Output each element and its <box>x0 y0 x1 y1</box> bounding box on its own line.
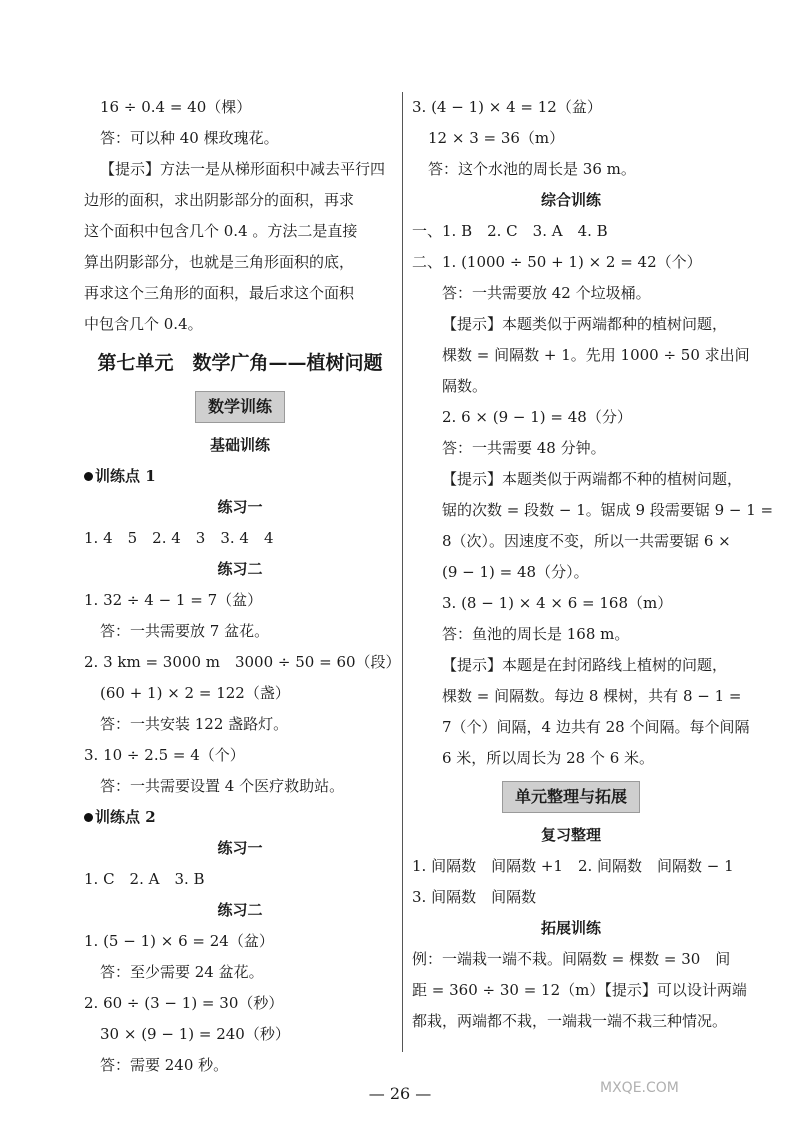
text-line: 棵数 = 间隔数。每边 8 棵树，共有 8 − 1 = <box>442 687 742 705</box>
text-line: 【提示】本题类似于两端都种的植树问题， <box>442 315 728 333</box>
text-line: 答：需要 240 秒。 <box>100 1056 229 1074</box>
text-line: 距 = 360 ÷ 30 = 12（m）【提示】可以设计两端 <box>412 981 747 999</box>
text-line: 3. (8 − 1) × 4 × 6 = 168（m） <box>442 594 673 612</box>
subsection-heading: 练习二 <box>217 560 263 578</box>
bullet-dot-icon <box>84 472 93 481</box>
text-line: 再求这个三角形的面积，最后求这个面积 <box>84 284 355 302</box>
text-line: 12 × 3 = 36（m） <box>428 129 565 147</box>
bullet-dot-icon <box>84 813 93 822</box>
training-point-label: 训练点 1 <box>95 467 156 485</box>
text-line: 3. 间隔数 间隔数 <box>412 888 537 906</box>
subsection-heading: 基础训练 <box>209 436 270 454</box>
text-line: 【提示】本题类似于两端都不种的植树问题， <box>442 470 743 488</box>
subsection-heading: 拓展训练 <box>540 919 601 937</box>
text-line: 2. 3 km = 3000 m 3000 ÷ 50 = 60（段） <box>84 653 401 671</box>
text-line: 1. 4 5 2. 4 3 3. 4 4 <box>84 529 274 547</box>
text-line: (9 − 1) = 48（分）。 <box>442 563 589 581</box>
section-banner-label: 单元整理与拓展 <box>502 781 640 813</box>
text-line: 1. (5 − 1) × 6 = 24（盆） <box>84 932 274 950</box>
training-point-heading <box>84 461 396 492</box>
text-line: 2. 6 × (9 − 1) = 48（分） <box>442 408 632 426</box>
text-line: 棵数 = 间隔数 + 1。先用 1000 ÷ 50 求出间 <box>442 346 750 364</box>
text-line: 7（个）间隔，4 边共有 28 个间隔。每个间隔 <box>442 718 750 736</box>
page-number: — 26 — <box>368 1084 432 1103</box>
subsection-heading: 练习一 <box>217 839 263 857</box>
text-line: 边形的面积，求出阴影部分的面积，再求 <box>84 191 355 209</box>
text-line: 答：一共需要 48 分钟。 <box>442 439 606 457</box>
subsection-heading: 练习二 <box>217 901 263 919</box>
text-line: 答：这个水池的周长是 36 m。 <box>428 160 636 178</box>
right-column <box>412 92 774 1037</box>
text-line: 16 ÷ 0.4 = 40（棵） <box>100 98 252 116</box>
text-line: 1. 间隔数 间隔数 +1 2. 间隔数 间隔数 − 1 <box>412 857 734 875</box>
text-line: 答：一共需要设置 4 个医疗救助站。 <box>100 777 345 795</box>
text-line: 例：一端栽一端不栽。间隔数 = 棵数 = 30 间 <box>412 950 731 968</box>
text-line: 答：至少需要 24 盆花。 <box>100 963 264 981</box>
text-line: 30 × (9 − 1) = 240（秒） <box>100 1025 290 1043</box>
subsection-heading: 复习整理 <box>540 826 601 844</box>
text-line: 算出阴影部分，也就是三角形面积的底， <box>84 253 355 271</box>
training-point-label: 训练点 2 <box>95 808 156 826</box>
text-line: 3. 10 ÷ 2.5 = 4（个） <box>84 746 245 764</box>
text-line: (60 + 1) × 2 = 122（盏） <box>100 684 290 702</box>
subsection-heading: 练习一 <box>217 498 263 516</box>
section-banner <box>412 774 730 820</box>
text-line: 【提示】方法一是从梯形面积中减去平行四 <box>100 160 386 178</box>
text-line: 【提示】本题是在封闭路线上植树的问题， <box>442 656 728 674</box>
text-line: 8（次）。因速度不变，所以一共需要锯 6 × <box>442 532 731 550</box>
text-line: 答：鱼池的周长是 168 m。 <box>442 625 630 643</box>
text-line: 2. 60 ÷ (3 − 1) = 30（秒） <box>84 994 284 1012</box>
training-point-heading <box>84 802 396 833</box>
section-banner <box>84 384 396 430</box>
text-line: 答：可以种 40 棵玫瑰花。 <box>100 129 279 147</box>
text-line: 锯的次数 = 段数 − 1。锯成 9 段需要锯 9 − 1 = <box>442 501 774 519</box>
text-line: 中包含几个 0.4。 <box>84 315 203 333</box>
watermark-text: MXQE.COM <box>600 1080 679 1096</box>
text-line: 答：一共安装 122 盏路灯。 <box>100 715 289 733</box>
section-banner-label: 数学训练 <box>195 391 285 423</box>
text-line: 1. 32 ÷ 4 − 1 = 7（盆） <box>84 591 263 609</box>
text-line: 答：一共需要放 42 个垃圾桶。 <box>442 284 651 302</box>
unit-heading: 第七单元 数学广角——植树问题 <box>97 352 383 374</box>
text-line: 这个面积中包含几个 0.4 。方法二是直接 <box>84 222 358 240</box>
text-line: 都栽，两端都不栽，一端栽一端不栽三种情况。 <box>412 1012 728 1030</box>
text-line: 答：一共需要放 7 盆花。 <box>100 622 270 640</box>
text-line: 一、1. B 2. C 3. A 4. B <box>412 222 608 240</box>
text-line: 6 米，所以周长为 28 个 6 米。 <box>442 749 655 767</box>
text-line: 3. (4 − 1) × 4 = 12（盆） <box>412 98 602 116</box>
text-line: 二、1. (1000 ÷ 50 + 1) × 2 = 42（个） <box>412 253 702 271</box>
text-line: 1. C 2. A 3. B <box>84 870 205 888</box>
text-line: 隔数。 <box>442 377 488 395</box>
column-divider <box>402 92 403 1052</box>
left-column <box>84 92 401 1081</box>
subsection-heading: 综合训练 <box>540 191 601 209</box>
